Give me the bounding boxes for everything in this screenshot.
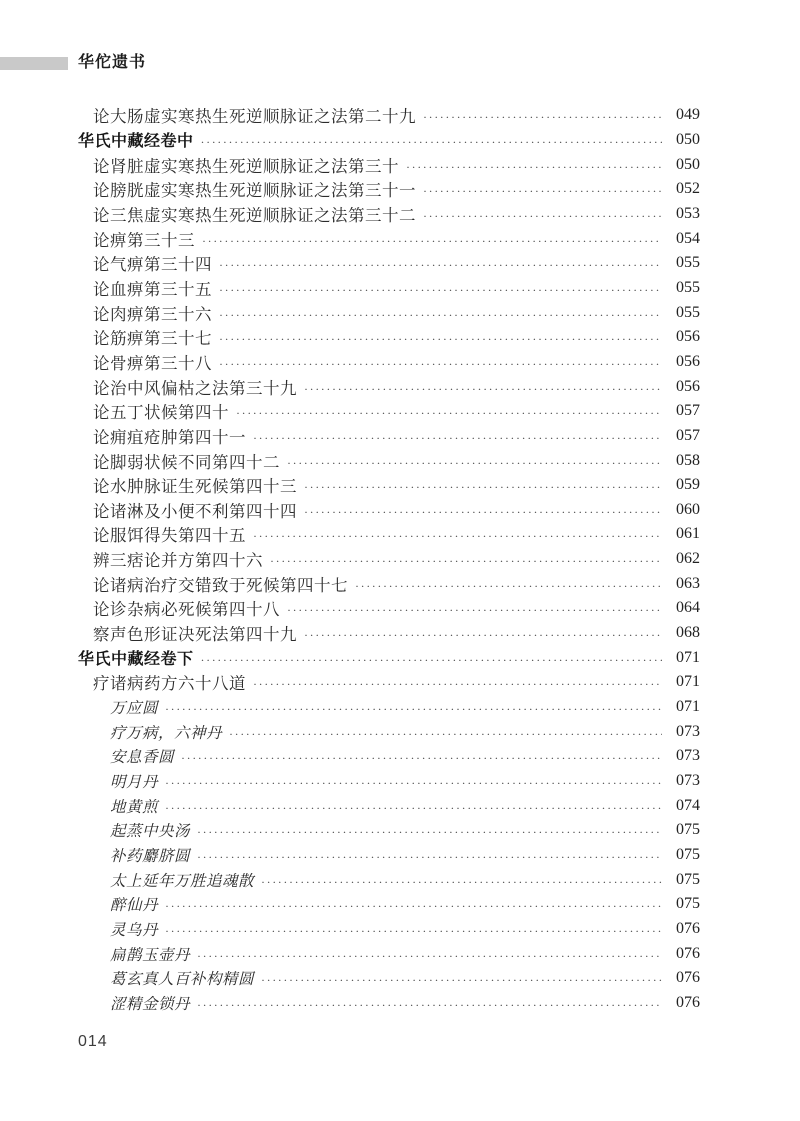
toc-entry-label: 论血痹第三十五 [93, 279, 212, 299]
toc-entry-page: 062 [676, 550, 700, 568]
toc-entry [78, 621, 700, 646]
toc-entry [78, 843, 700, 868]
toc-entry-page: 076 [676, 969, 700, 987]
toc-entry-label: 涩精金锁丹 [110, 995, 191, 1013]
toc-entry-page: 061 [676, 525, 700, 543]
toc-entry-page: 055 [676, 303, 700, 321]
toc-entry-label: 论水肿脉证生死候第四十三 [93, 477, 297, 497]
dot-leader [423, 210, 662, 222]
toc-entry [78, 473, 700, 498]
toc-entry-page: 076 [676, 993, 700, 1011]
toc-entry [78, 128, 700, 153]
toc-entry-label: 太上延年万胜追魂散 [110, 872, 255, 890]
toc-entry [78, 177, 700, 202]
toc-entry-page: 053 [676, 204, 700, 222]
toc-entry-label: 论服饵得失第四十五 [93, 526, 246, 546]
dot-leader [287, 604, 662, 616]
dot-leader [165, 777, 662, 789]
toc-entry-page: 050 [676, 130, 700, 148]
dot-leader [219, 309, 662, 321]
toc-entry-label: 安息香圆 [110, 749, 175, 767]
toc-entry [78, 991, 700, 1016]
toc-entry-page: 050 [676, 155, 700, 173]
toc-entry-label: 醉仙丹 [110, 897, 159, 915]
dot-leader [304, 629, 662, 641]
toc-entry-label: 论五丁状候第四十 [93, 403, 229, 423]
toc-entry-page: 052 [676, 180, 700, 198]
toc-entry-label: 地黄煎 [110, 798, 159, 816]
dot-leader [219, 358, 662, 370]
toc-entry [78, 719, 700, 744]
toc-entry-label: 起蒸中央汤 [110, 823, 191, 841]
toc-entry-page: 076 [676, 944, 700, 962]
dot-leader [261, 974, 662, 986]
toc-entry-label: 论肉痹第三十六 [93, 304, 212, 324]
toc-entry [78, 695, 700, 720]
dot-leader [181, 752, 662, 764]
toc-entry-page: 073 [676, 747, 700, 765]
toc-entry-page: 075 [676, 870, 700, 888]
dot-leader [197, 950, 662, 962]
dot-leader [304, 506, 662, 518]
toc-entry-label: 补药麝脐圆 [110, 848, 191, 866]
toc-entry-label: 论痈疽疮肿第四十一 [93, 427, 246, 447]
dot-leader [406, 161, 662, 173]
dot-leader [229, 728, 662, 740]
dot-leader [219, 284, 662, 296]
toc-entry-page: 056 [676, 377, 700, 395]
toc-entry [78, 202, 700, 227]
toc-entry-label: 华氏中藏经卷下 [78, 651, 194, 669]
toc-entry [78, 522, 700, 547]
toc-entry-label: 论痹第三十三 [93, 230, 195, 250]
toc-entry-page: 056 [676, 352, 700, 370]
toc-entry-page: 073 [676, 772, 700, 790]
toc-entry [78, 374, 700, 399]
dot-leader [253, 432, 662, 444]
toc-entry [78, 596, 700, 621]
toc-entry [78, 917, 700, 942]
toc-entry [78, 103, 700, 128]
toc-entry-page: 063 [676, 574, 700, 592]
toc-entry [78, 867, 700, 892]
dot-leader [165, 925, 662, 937]
toc-entry-page: 059 [676, 476, 700, 494]
header-bar-decoration [0, 57, 68, 70]
toc-entry-label: 明月丹 [110, 774, 159, 792]
toc-entry-page: 076 [676, 919, 700, 937]
dot-leader [219, 259, 662, 271]
toc-entry [78, 399, 700, 424]
toc-entry [78, 769, 700, 794]
toc-entry [78, 300, 700, 325]
dot-leader [165, 900, 662, 912]
toc-entry [78, 448, 700, 473]
toc-entry-label: 论诸病治疗交错致于死候第四十七 [93, 575, 348, 595]
toc-entry-page: 055 [676, 278, 700, 296]
toc-entry-label: 论脚弱状候不同第四十二 [93, 452, 280, 472]
toc-entry-page: 056 [676, 328, 700, 346]
toc-entry [78, 498, 700, 523]
toc-entry [78, 818, 700, 843]
dot-leader [165, 703, 662, 715]
dot-leader [253, 530, 662, 542]
toc-entry-page: 068 [676, 624, 700, 642]
toc-entry-label: 论气痹第三十四 [93, 255, 212, 275]
toc-entry-page: 057 [676, 426, 700, 444]
toc-entry-label: 扁鹊玉壶丹 [110, 946, 191, 964]
dot-leader [197, 826, 662, 838]
toc-entry-page: 075 [676, 846, 700, 864]
footer-page-number: 014 [78, 1033, 108, 1050]
dot-leader [165, 802, 662, 814]
toc-entry-page: 073 [676, 722, 700, 740]
dot-leader [201, 136, 662, 148]
toc-entry [78, 892, 700, 917]
dot-leader [261, 876, 662, 888]
toc-entry-label: 疗诸病药方六十八道 [93, 674, 246, 694]
toc-entry [78, 744, 700, 769]
toc-entry-label: 论膀胱虚实寒热生死逆顺脉证之法第三十一 [93, 181, 416, 201]
dot-leader [270, 555, 662, 567]
toc-entry [78, 350, 700, 375]
dot-leader [201, 654, 662, 666]
toc-entry-label: 疗万病，六神丹 [110, 724, 223, 742]
toc-entry [78, 966, 700, 991]
toc-entry-label: 论治中风偏枯之法第三十九 [93, 378, 297, 398]
toc-entry-label: 辨三痞论并方第四十六 [93, 551, 263, 571]
toc-entry [78, 325, 700, 350]
toc-entry-page: 071 [676, 698, 700, 716]
toc-entry-page: 071 [676, 673, 700, 691]
dot-leader [423, 185, 662, 197]
header-title: 华佗遗书 [78, 54, 147, 71]
toc-list [78, 103, 700, 1015]
toc-entry-label: 葛玄真人百补构精圆 [110, 971, 255, 989]
toc-entry [78, 251, 700, 276]
toc-entry-page: 057 [676, 402, 700, 420]
toc-entry-page: 049 [676, 106, 700, 124]
toc-entry [78, 424, 700, 449]
toc-entry-page: 074 [676, 796, 700, 814]
toc-entry-page: 055 [676, 254, 700, 272]
toc-entry [78, 941, 700, 966]
toc-entry-page: 060 [676, 500, 700, 518]
toc-entry-page: 071 [676, 648, 700, 666]
toc-entry-page: 075 [676, 895, 700, 913]
dot-leader [202, 235, 662, 247]
toc-entry-page: 075 [676, 821, 700, 839]
toc-entry-label: 论肾脏虚实寒热生死逆顺脉证之法第三十 [93, 156, 399, 176]
dot-leader [423, 111, 662, 123]
dot-leader [197, 999, 662, 1011]
toc-entry [78, 571, 700, 596]
dot-leader [287, 457, 662, 469]
toc-entry [78, 793, 700, 818]
toc-entry-label: 论骨痹第三十八 [93, 353, 212, 373]
toc-entry [78, 670, 700, 695]
toc-entry [78, 645, 700, 670]
toc-entry-page: 054 [676, 229, 700, 247]
toc-entry [78, 226, 700, 251]
toc-entry [78, 152, 700, 177]
dot-leader [236, 407, 662, 419]
toc-entry-page: 058 [676, 451, 700, 469]
dot-leader [197, 851, 662, 863]
toc-entry-label: 灵乌丹 [110, 921, 159, 939]
dot-leader [219, 333, 662, 345]
toc-entry-label: 论大肠虚实寒热生死逆顺脉证之法第二十九 [93, 107, 416, 127]
toc-entry-label: 华氏中藏经卷中 [78, 133, 194, 151]
toc-entry [78, 276, 700, 301]
dot-leader [355, 580, 662, 592]
toc-entry-label: 察声色形证决死法第四十九 [93, 625, 297, 645]
toc-entry-label: 论诊杂病必死候第四十八 [93, 600, 280, 620]
toc-entry-label: 论诸淋及小便不利第四十四 [93, 501, 297, 521]
toc-entry-label: 万应圆 [110, 700, 159, 718]
toc-entry-page: 064 [676, 599, 700, 617]
dot-leader [304, 383, 662, 395]
toc-entry-label: 论筋痹第三十七 [93, 329, 212, 349]
dot-leader [304, 481, 662, 493]
toc-entry [78, 547, 700, 572]
toc-entry-label: 论三焦虚实寒热生死逆顺脉证之法第三十二 [93, 205, 416, 225]
dot-leader [253, 678, 662, 690]
